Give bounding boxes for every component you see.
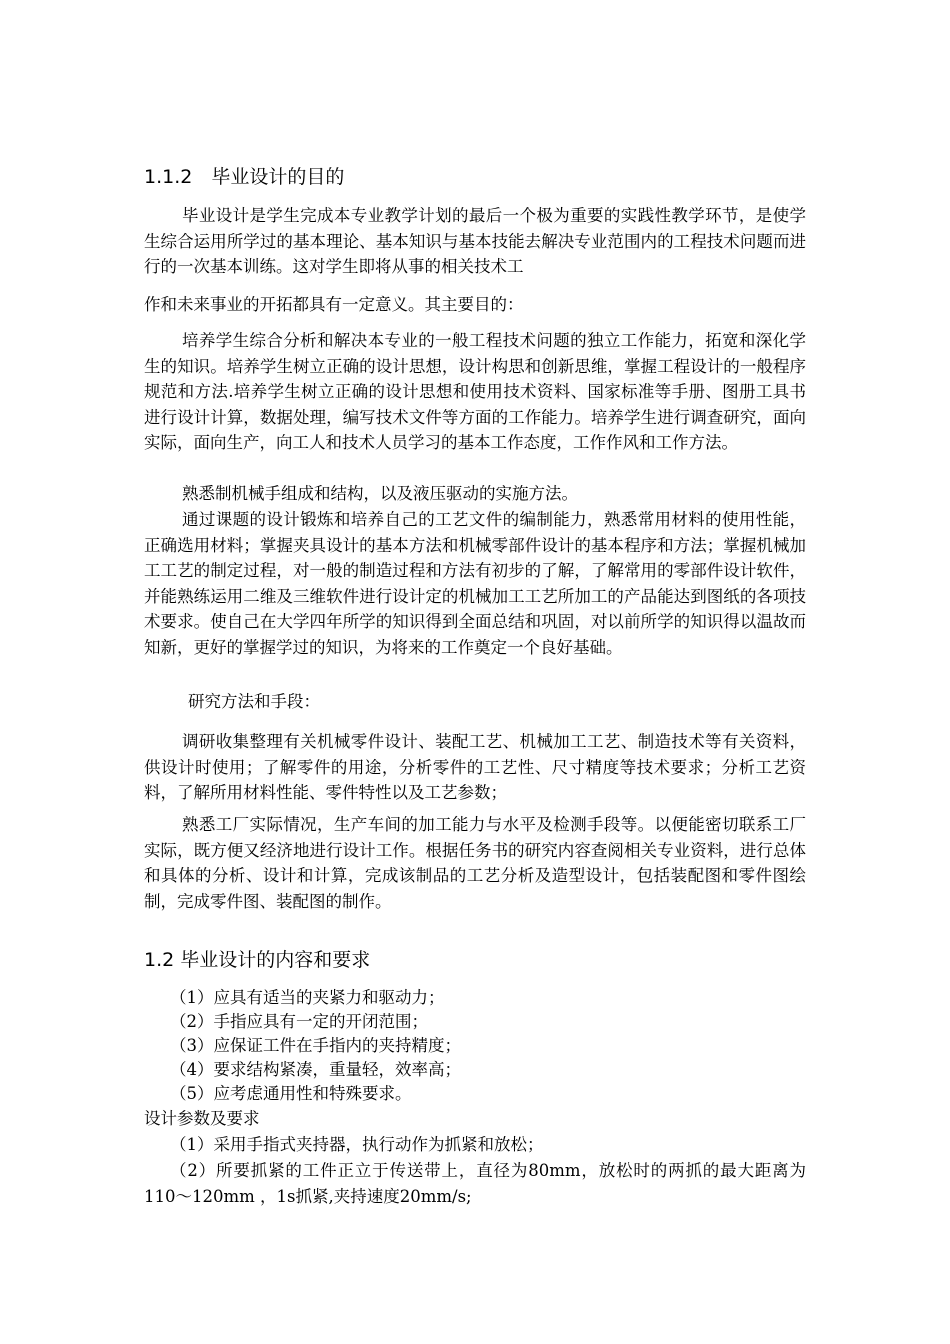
purpose-paragraph-2: 培养学生综合分析和解决本专业的一般工程技术问题的独立工作能力，拓宽和深化学生的知识。培养学生树立正确的设计思想，设计构思和创新思维，掌握工程设计的一般程序规范和方法.培养学生树立正确的设计思想和使用技术资料、国家标准等手册、图册工具书进行设计计算，数据处理，编写技术文件等方面的工作能力。培养学生进行调查研究，面向实际，面向生产，向工人和技术人员学习的基本工作态度，工作作风和工作方法。	[144, 331, 806, 452]
section-heading-1-1-2: 1.1.2 毕业设计的目的	[144, 166, 345, 188]
requirement-item-3: （3）应保证工件在手指内的夹持精度；	[170, 1036, 461, 1055]
purpose-paragraph-3: 熟悉制机械手组成和结构，以及液压驱动的实施方法。	[182, 484, 578, 503]
purpose-paragraph-1: 毕业设计是学生完成本专业教学计划的最后一个极为重要的实践性教学环节，是使学生综合运用所学过的基本理论、基本知识与基本技能去解决专业范围内的工程技术问题而进行的一次基本训练。这对学生即将从事的相关技术工	[144, 206, 806, 276]
purpose-paragraph-4: 通过课题的设计锻炼和培养自己的工艺文件的编制能力，熟悉常用材料的使用性能，正确选用材料；掌握夹具设计的基本方法和机械零部件设计的基本程序和方法；掌握机械加工工艺的制定过程，对一般的制造过程和方法有初步的了解，了解常用的零部件设计软件，并能熟练运用二维及三维软件进行设计定的机械加工工艺所加工的产品能达到图纸的各项技术要求。使自己在大学四年所学的知识得到全面总结和巩固，对以前所学的知识得以温故而知新，更好的掌握学过的知识，为将来的工作奠定一个良好基础。	[144, 510, 806, 657]
requirement-item-4: （4）要求结构紧凑，重量轻，效率高；	[170, 1060, 461, 1079]
design-params-label: 设计参数及要求	[144, 1109, 260, 1128]
requirement-item-5: （5）应考虑通用性和特殊要求。	[170, 1084, 412, 1103]
purpose-paragraph-1-tail: 作和未来事业的开拓都具有一定意义。其主要目的：	[144, 295, 524, 314]
section-heading-1-2: 1.2 毕业设计的内容和要求	[144, 949, 371, 971]
methods-label: 研究方法和手段：	[188, 692, 320, 711]
design-param-1: （1）采用手指式夹持器，执行动作为抓紧和放松；	[170, 1135, 544, 1154]
requirement-item-1: （1）应具有适当的夹紧力和驱动力；	[170, 988, 445, 1007]
design-param-2: （2）所要抓紧的工件正立于传送带上，直径为80mm，放松时的两抓的最大距离为110～120mm ，1s抓紧,夹持速度20mm/s;	[144, 1161, 806, 1206]
requirement-item-2: （2）手指应具有一定的开闭范围；	[170, 1012, 428, 1031]
methods-paragraph-2: 熟悉工厂实际情况，生产车间的加工能力与水平及检测手段等。以便能密切联系工厂实际，既方便又经济地进行设计工作。根据任务书的研究内容查阅相关专业资料，进行总体和具体的分析、设计和计算，完成该制品的工艺分析及造型设计，包括装配图和零件图绘制，完成零件图、装配图的制作。	[144, 815, 806, 911]
methods-paragraph-1: 调研收集整理有关机械零件设计、装配工艺、机械加工工艺、制造技术等有关资料，供设计时使用；了解零件的用途，分析零件的工艺性、尺寸精度等技术要求；分析工艺资料，了解所用材料性能、零件特性以及工艺参数；	[144, 732, 806, 802]
